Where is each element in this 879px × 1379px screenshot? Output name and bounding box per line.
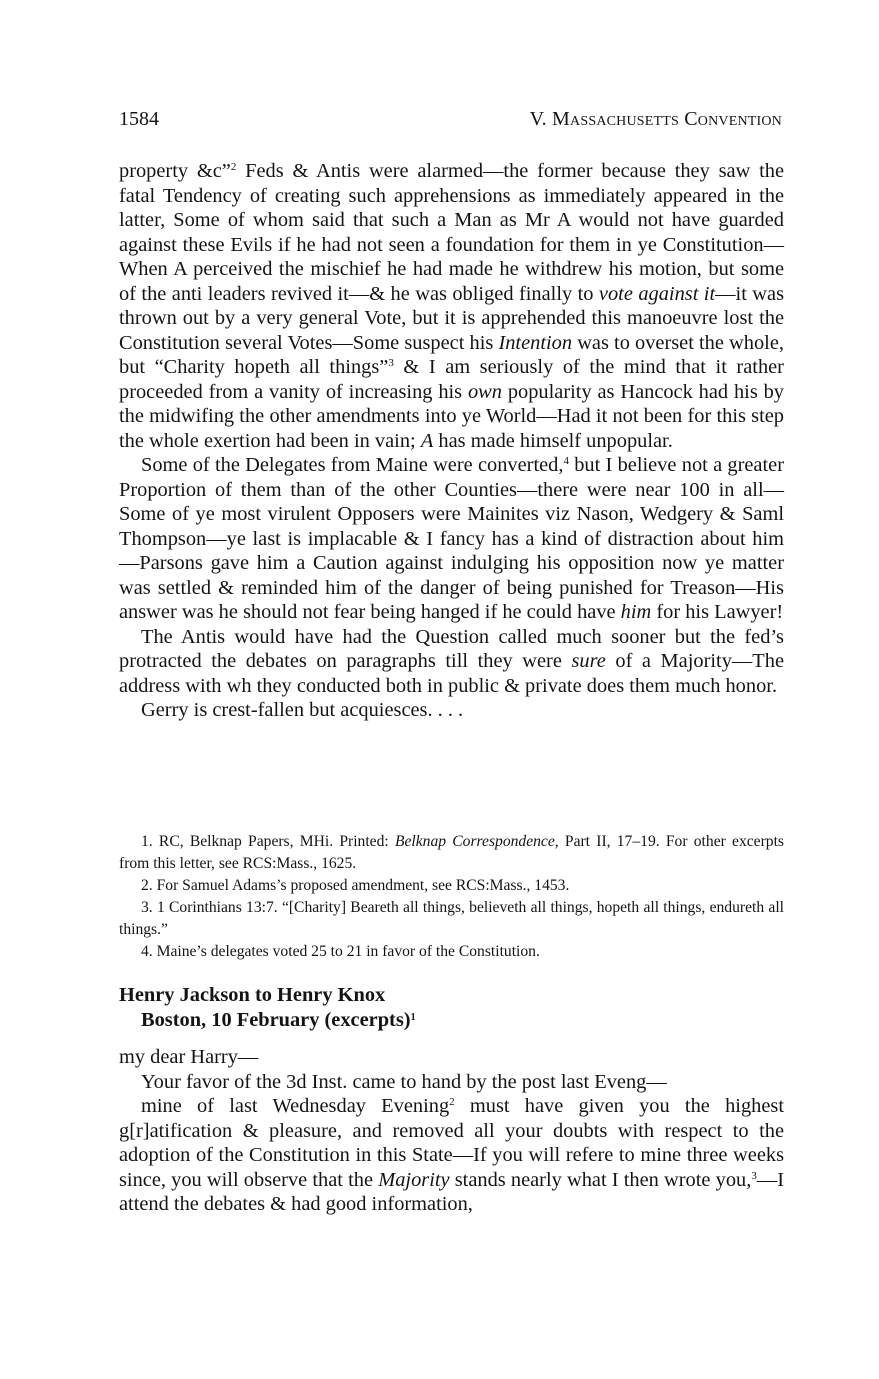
body-paragraph-4: Gerry is crest-fallen but acquiesces. . . . [141,699,464,721]
letter-excerpt-body [119,159,784,723]
jackson-letter-body [119,1045,784,1217]
body-paragraph-3: The Antis would have had the Question called much sooner but the fed’s protracted the debates on paragraphs till they were sure of a Majority—The address with wh they conducted both in public & private does them much honor. [119,625,784,697]
letter-salutation: my dear Harry— [119,1046,259,1068]
footnote-ref-4[interactable]: 4 [563,455,569,467]
footnote-4: 4. Maine’s delegates voted 25 to 21 in favor of the Constitution. [141,943,540,960]
letter-paragraph-2: mine of last Wednesday Evening$^2$ must have given you the highest g[r]atification & pleasure, and removed all your doubts with respect to the adoption of the Constitution in this State—If you will refere to mine three weeks since, you will observe that the Majority stands nearly what I then wrote you,$^3$—I attend the debates & had good information, [119,1095,785,1215]
letter-paragraph-1: Your favor of the 3d Inst. came to hand by the post last Eveng— [141,1070,667,1093]
footnotes [119,831,784,963]
page-number: 1584 [119,108,159,130]
document-heading [119,983,784,1033]
document-heading-title: Henry Jackson to Henry Knox [119,984,386,1006]
footnote-ref-3[interactable]: 3 [388,357,394,369]
footnote-ref-2[interactable]: 2 [230,161,237,173]
letter-note-ref-2[interactable]: 2 [449,1096,455,1108]
footnote-1: 1. RC, Belknap Papers, MHi. Printed: Belknap Correspondence, Part II, 17–19. For other excerpts from this letter, see RCS:Mass., 1625. [119,833,784,872]
letter-note-ref-3[interactable]: 3 [751,1169,757,1182]
footnote-ref-1[interactable]: 1 [410,1012,416,1023]
running-head [119,108,782,131]
body-paragraph-2: Some of the Delegates from Maine were converted,$^4$ but I believe not a greater Proportion of them than of the other Counties—there were near 100 in all—Some of ye most virulent Opposers were Mainites viz Nason, Wedgery & Saml Thompson—ye last is implacable & I fancy has a kind of distraction about him—Parsons gave him a Caution against indulging his opposition now ye matter was settled & reminded him of the danger of being punished for Treason—His answer was he should not fear being hanged if he could have him for his Lawyer! [119,454,784,623]
body-paragraph-1: property &c”$^2$ Feds & Antis were alarmed—the former because they saw the fatal Tendency of creating such apprehensions as immediately appeared in the latter, Some of whom said that such a Man as Mr A would not have guarded against these Evils if he had not seen a foundation for them in ye Constitution—When A perceived the mischief he had made he withdrew his motion, but some of the anti leaders revived it—& he was obliged finally to vote against it—it was thrown out by a very general Vote, but it is apprehended this manoeuvre lost the Constitution several Votes—Some suspect his Intention was to overset the whole, but “Charity hopeth all things”$^3$ & I am seriously of the mind that it rather proceeded from a vanity of increasing his own popularity as Hancock had his by the midwifing the other amendments into ye World—Had it not been for this step the whole exertion had been in vain; A has made himself unpopular. [119,160,785,452]
document-heading-dateline: Boston, 10 February (excerpts)$^1$ [141,1009,416,1031]
footnote-3: 3. 1 Corinthians 13:7. “[Charity] Beareth all things, believeth all things, hopeth all things, endureth all things.” [119,899,784,938]
footnote-2: 2. For Samuel Adams’s proposed amendment, see RCS:Mass., 1453. [141,877,570,894]
running-title: V. Massachusetts Convention [529,108,782,130]
